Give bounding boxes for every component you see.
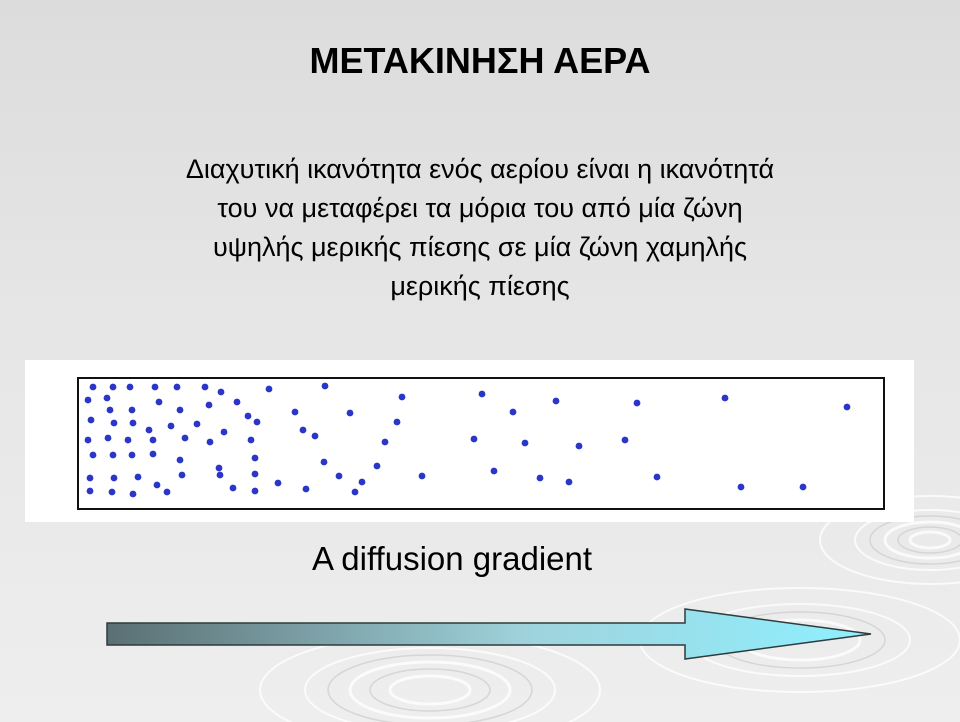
molecule-dot <box>322 383 329 390</box>
molecule-dot <box>207 439 214 446</box>
body-text <box>110 150 850 306</box>
gradient-arrow <box>105 605 875 665</box>
molecule-dot <box>105 435 112 442</box>
molecule-dot <box>252 488 259 495</box>
molecule-dot <box>156 399 163 406</box>
molecule-dot <box>252 455 259 462</box>
diagram-caption: A diffusion gradient <box>311 540 593 577</box>
molecule-dot <box>622 437 629 444</box>
molecule-dot <box>292 409 299 416</box>
molecule-dot <box>359 479 366 486</box>
molecule-dot <box>399 394 406 401</box>
molecule-dot <box>576 443 583 450</box>
molecule-dot <box>553 398 560 405</box>
molecule-dot <box>522 440 529 447</box>
gradient-arrow-shape <box>107 609 871 659</box>
molecule-dot <box>303 486 310 493</box>
molecule-dot <box>566 479 573 486</box>
molecule-dot <box>634 400 641 407</box>
molecule-dot <box>111 420 118 427</box>
molecule-dot <box>194 421 201 428</box>
molecule-dot <box>510 409 517 416</box>
molecule-dot <box>150 451 157 458</box>
molecule-dot <box>177 407 184 414</box>
molecule-dot <box>419 473 426 480</box>
molecule-dot <box>130 491 137 498</box>
molecule-dot <box>234 399 241 406</box>
molecule-dot <box>321 459 328 466</box>
molecule-dot <box>129 452 136 459</box>
molecule-dot <box>245 413 252 420</box>
molecule-dot <box>90 384 97 391</box>
molecule-dot <box>88 417 95 424</box>
molecule-dot <box>252 471 259 478</box>
molecule-dot <box>202 384 209 391</box>
molecule-dot <box>722 395 729 402</box>
molecule-dot <box>129 407 136 414</box>
molecule-dot <box>254 419 261 426</box>
molecule-dot <box>275 480 282 487</box>
molecule-dot <box>336 473 343 480</box>
molecule-dot <box>382 439 389 446</box>
molecule-dot <box>104 395 111 402</box>
molecule-dot <box>174 384 181 391</box>
molecule-dot <box>248 437 255 444</box>
molecule-dot <box>90 452 97 459</box>
molecule-dot <box>654 474 661 481</box>
body-line: του να μεταφέρει τα μόρια του από μία ζώνη <box>217 193 743 223</box>
molecule-dot <box>146 427 153 434</box>
molecule-dot <box>347 410 354 417</box>
molecule-dot <box>85 437 92 444</box>
molecule-dot <box>471 436 478 443</box>
molecule-dot <box>206 402 213 409</box>
molecule-dot <box>312 433 319 440</box>
molecule-dot <box>230 485 237 492</box>
molecule-dot <box>109 489 116 496</box>
molecule-dot <box>150 437 157 444</box>
molecule-dot <box>127 384 134 391</box>
molecule-dot <box>182 435 189 442</box>
molecule-dot <box>394 419 401 426</box>
molecule-dot <box>110 384 117 391</box>
body-line: υψηλής μερικής πίεσης σε μία ζώνη χαμηλής <box>212 232 748 262</box>
molecule-dot <box>168 423 175 430</box>
molecule-dot <box>164 489 171 496</box>
molecule-dot <box>107 407 114 414</box>
molecule-dot <box>110 452 117 459</box>
molecule-dot <box>152 384 159 391</box>
molecule-dot <box>218 389 225 396</box>
molecule-dot <box>221 429 228 436</box>
molecule-dot <box>177 457 184 464</box>
molecule-dot <box>111 475 118 482</box>
molecule-dot <box>300 427 307 434</box>
molecule-dot <box>179 472 186 479</box>
slide-title: ΜΕΤΑΚΙΝΗΣΗ ΑΕΡΑ <box>309 40 651 81</box>
molecule-dot <box>130 420 137 427</box>
molecule-dots <box>25 360 914 522</box>
molecule-dot <box>85 397 92 404</box>
molecule-dot <box>738 484 745 491</box>
molecule-dot <box>266 386 273 393</box>
molecule-dot <box>800 484 807 491</box>
molecule-dot <box>374 463 381 470</box>
body-line: Διαχυτική ικανότητα ενός αερίου είναι η ικανότητά <box>185 154 775 184</box>
molecule-dot <box>154 482 161 489</box>
molecule-dot <box>479 391 486 398</box>
molecule-dot <box>352 489 359 496</box>
molecule-dot <box>217 472 224 479</box>
molecule-dot <box>87 488 94 495</box>
molecule-dot <box>537 475 544 482</box>
molecule-dot <box>844 404 851 411</box>
molecule-dot <box>125 437 132 444</box>
molecule-dot <box>135 474 142 481</box>
molecule-dot <box>87 475 94 482</box>
diffusion-image-panel <box>25 360 914 522</box>
molecule-dot <box>491 468 498 475</box>
body-line: μερικής πίεσης <box>390 271 570 301</box>
molecule-dot <box>216 465 223 472</box>
